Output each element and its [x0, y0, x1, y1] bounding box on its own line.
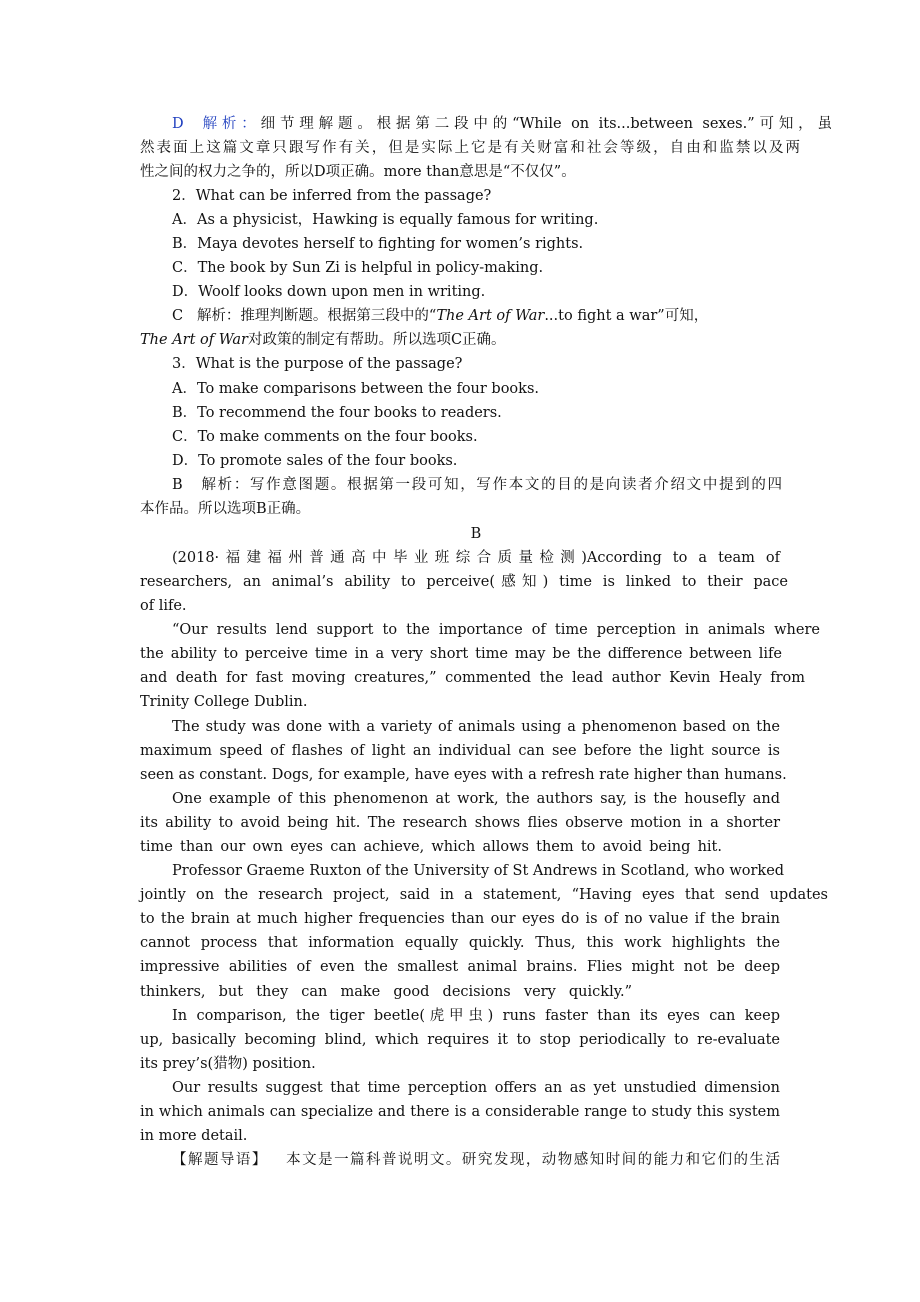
- passage-line: its prey’s(猎物) position.: [140, 1056, 316, 1072]
- q2-option-d: D．Woolf looks down upon men in writing.: [172, 284, 486, 300]
- q2-option-c: C．The book by Sun Zi is helpful in policy-making.: [172, 260, 544, 276]
- passage-line: “Our results lend support to the importance of time perception in animals where: [172, 622, 820, 638]
- passage-line: its ability to avoid being hit. The research shows flies observe motion in a shorter: [140, 815, 780, 831]
- passage-line: seen as constant. Dogs, for example, have eyes with a refresh rate higher than humans.: [140, 767, 787, 783]
- q2-answer-line-2: [140, 328, 800, 352]
- q1-answer-line-1: [172, 112, 832, 136]
- passage-line: In comparison, the tiger beetle(虎甲虫) runs faster than its eyes can keep: [172, 1008, 780, 1024]
- q3-answer-line-2: 本作品。所以选项B正确。: [140, 501, 311, 517]
- q3-answer-line-1: [172, 473, 782, 497]
- passage-line: maximum speed of flashes of light an individual can see before the light source is: [140, 743, 780, 759]
- q2-option-a: A．As a physicist，Hawking is equally famous for writing.: [172, 212, 599, 228]
- passage-line: researchers, an animal’s ability to perceive(感知) time is linked to their pace: [140, 574, 788, 590]
- q3-option-d: D．To promote sales of the four books.: [172, 453, 458, 469]
- passage-line: Professor Graeme Ruxton of the University of St Andrews in Scotland, who worked: [172, 863, 785, 879]
- passage-line: in more detail.: [140, 1128, 248, 1144]
- passage-line: One example of this phenomenon at work, the authors say, is the housefly and: [172, 791, 780, 807]
- passage-line: Trinity College Dublin.: [140, 694, 308, 710]
- q2-option-b: B．Maya devotes herself to fighting for women’s rights.: [172, 236, 584, 252]
- analysis-text: 细节理解题。根据第二段中的“While on its...between sexes.”可知，虽: [260, 116, 833, 132]
- analysis-text: 解析：写作意图题。根据第一段可知，写作本文的目的是向读者介绍文中提到的四: [201, 477, 782, 493]
- passage-line: impressive abilities of even the smallest animal brains. Flies might not be deep: [140, 959, 780, 975]
- passage-line: of life.: [140, 598, 187, 614]
- q1-answer-line-2: 然表面上这篇文章只跟写作有关，但是实际上它是有关财富和社会等级，自由和监禁以及两: [140, 140, 800, 156]
- q2-stem: 2．What can be inferred from the passage?: [172, 188, 492, 204]
- passage-line: time than our own eyes can achieve, which allows them to avoid being hit.: [140, 839, 722, 855]
- book-title: The Art of War: [140, 332, 248, 348]
- passage-line: to the brain at much higher frequencies than our eyes do is of no value if the brain: [140, 911, 780, 927]
- q3-option-a: A．To make comparisons between the four books.: [172, 381, 540, 397]
- analysis-text: 解析：推理判断题。根据第三段中的“: [196, 308, 437, 324]
- guide-text: 本文是一篇科普说明文。研究发现，动物感知时间的能力和它们的生活: [286, 1152, 781, 1168]
- answer-letter: B: [172, 477, 183, 493]
- passage-line: (2018·福建福州普通高中毕业班综合质量检测)According to a team of: [172, 550, 780, 566]
- analysis-text: 对政策的制定有帮助。所以选项C正确。: [247, 332, 506, 348]
- answer-letter: C: [172, 308, 184, 324]
- section-heading: B: [470, 526, 482, 542]
- answer-letter: D: [172, 116, 184, 132]
- passage-line: thinkers, but they can make good decisions very quickly.”: [140, 984, 632, 1000]
- q1-answer-line-3: 性之间的权力之争的，所以D项正确。more than意思是“不仅仅”。: [140, 164, 576, 180]
- q2-answer-line-1: [172, 304, 832, 328]
- passage-line: in which animals can specialize and there is a considerable range to study this system: [140, 1104, 780, 1120]
- analysis-text: ...to fight a war”可知，: [544, 308, 709, 324]
- passage-line: jointly on the research project, said in a statement, “Having eyes that send updates: [140, 887, 828, 903]
- passage-line: The study was done with a variety of animals using a phenomenon based on the: [172, 719, 780, 735]
- passage-line: and death for fast moving creatures,” commented the lead author Kevin Healy from: [140, 670, 805, 686]
- q3-option-b: B．To recommend the four books to readers.: [172, 405, 502, 421]
- passage-line: cannot process that information equally quickly. Thus, this work highlights the: [140, 935, 780, 951]
- analysis-label: 解析：: [202, 116, 261, 132]
- guide-line: [172, 1148, 780, 1172]
- q3-stem: 3．What is the purpose of the passage?: [172, 356, 463, 372]
- guide-label: 【解题导语】: [172, 1152, 268, 1168]
- passage-line: up, basically becoming blind, which requires it to stop periodically to re-evaluate: [140, 1032, 780, 1048]
- passage-line: Our results suggest that time perception offers an as yet unstudied dimension: [172, 1080, 780, 1096]
- q3-option-c: C．To make comments on the four books.: [172, 429, 478, 445]
- passage-line: the ability to perceive time in a very short time may be the difference between life: [140, 646, 782, 662]
- book-title: The Art of War: [436, 308, 545, 324]
